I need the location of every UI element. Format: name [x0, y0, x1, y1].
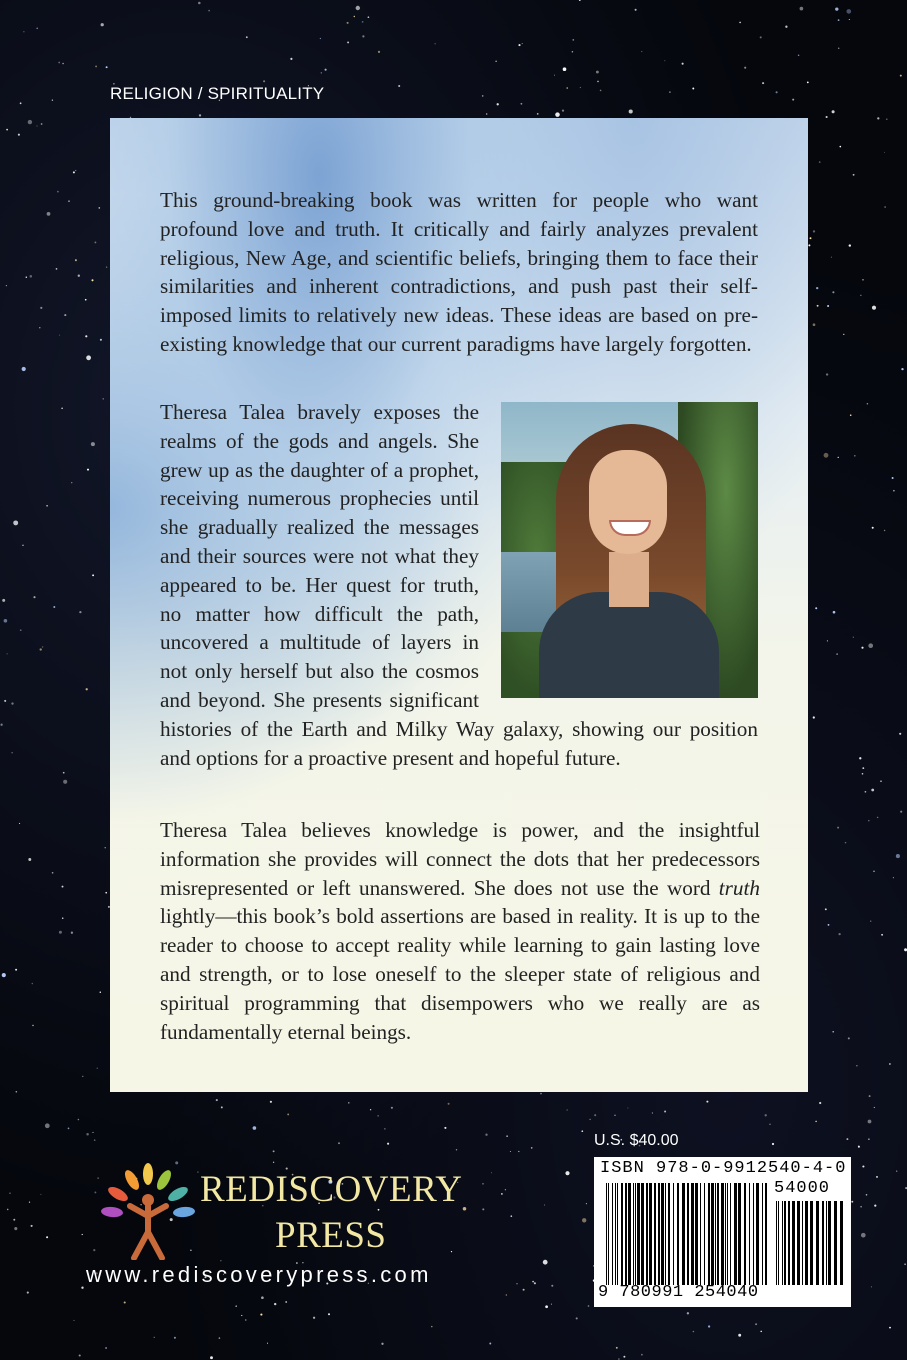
barcode-addon-digits: 54000	[774, 1179, 831, 1198]
emphasis-truth: truth	[718, 875, 760, 900]
author-photo	[501, 402, 758, 698]
barcode-bars-main	[606, 1183, 768, 1285]
author-paragraph-text: Theresa Talea bravely exposes the realms of the gods and angels. She grew up as the daughter of a prophet, receiving numerous prophecies until she gradually realized the messages and their sources were not what they appeared to be. Her quest for truth, no matter how difficult the path, uncovered a multitude of layers in not only herself but also the cosmos and beyond. She presents significant histories of the Earth and Milky Way galaxy, showing our position and options for a proactive present and hopeful future.	[160, 400, 758, 770]
author-paragraph	[160, 398, 758, 772]
publisher-website: www.rediscoverypress.com	[86, 1262, 432, 1287]
isbn-number: ISBN 978-0-9912540-4-0	[600, 1159, 847, 1178]
isbn-barcode	[594, 1157, 851, 1307]
publisher-name-line-1: REDISCOVERY	[200, 1169, 463, 1210]
price-label: U.S. $40.00	[594, 1132, 679, 1149]
barcode-bars-addon	[776, 1201, 844, 1285]
publisher-tree-logo-icon	[100, 1160, 195, 1260]
publisher-name-line-2: PRESS	[275, 1215, 387, 1256]
description-paragraph-1: This ground-breaking book was written for people who want profound love and truth. It critically and fairly analyzes prevalent religious, New Age, and scientific beliefs, bringing them to face their similarities and inherent contradictions, and push past their self-imposed limits to relatively new ideas. These ideas are based on pre-existing knowledge that our current paradigms have largely forgotten.	[160, 188, 758, 356]
ean-digits: 9 780991 254040	[598, 1283, 759, 1302]
description-paragraph-3: Theresa Talea believes knowledge is power, and the insightful information she provides will connect the dots that her predecessors misrepresented or left unanswered. She does not use the word truth lightly—this book’s bold assertions are based in reality. It is up to the reader to choose to accept reality while learning to gain lasting love and strength, or to lose oneself to the sleeper state of religious and spiritual programming that disempowers who we really are as fundamentally eternal beings.	[160, 818, 760, 1044]
category-label: RELIGION / SPIRITUALITY	[110, 84, 325, 103]
description-panel	[110, 118, 808, 1092]
